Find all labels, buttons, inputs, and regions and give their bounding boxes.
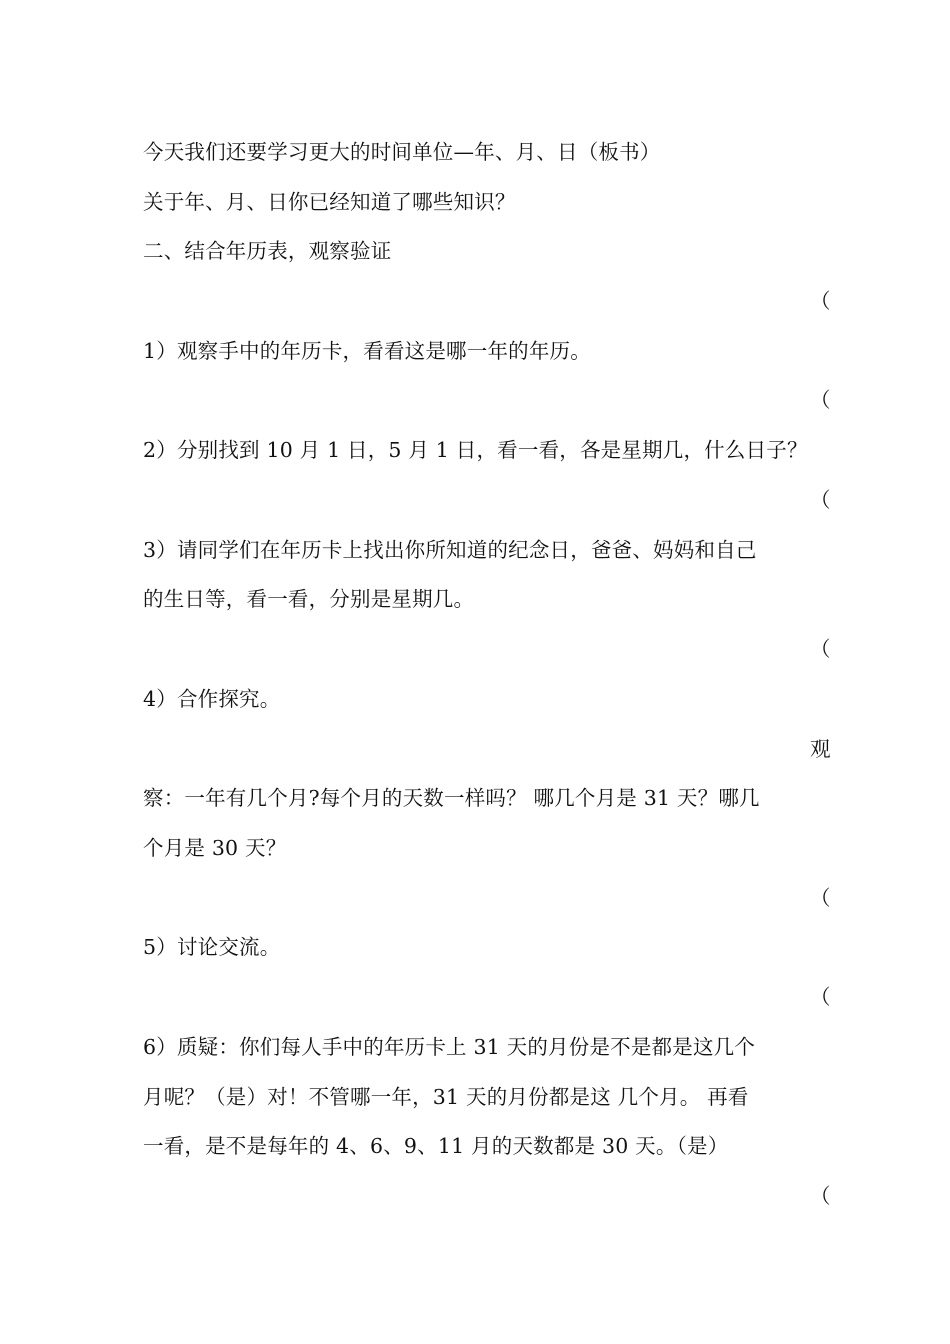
text-line: 一看，是不是每年的 4、6、9、11 月的天数都是 30 天。（是） bbox=[143, 1134, 729, 1158]
text-line: 月呢？（是）对！不管哪一年，31 天的月份都是这 几个月。 再看 bbox=[143, 1085, 749, 1109]
margin-mark: （ bbox=[810, 1184, 831, 1208]
text-line: 1）观察手中的年历卡，看看这是哪一年的年历。 bbox=[143, 339, 591, 363]
text-line: 4）合作探究。 bbox=[143, 687, 281, 711]
margin-mark: （ bbox=[810, 886, 831, 910]
margin-mark: 观 bbox=[810, 737, 831, 761]
text-line: 的生日等，看一看，分别是星期几。 bbox=[143, 587, 475, 611]
margin-mark: （ bbox=[810, 985, 831, 1009]
section-heading: 二、结合年历表，观察验证 bbox=[143, 239, 392, 263]
text-line: 3）请同学们在年历卡上找出你所知道的纪念日，爸爸、妈妈和自己 bbox=[143, 538, 757, 562]
margin-mark: （ bbox=[810, 488, 831, 512]
text-line: 5）讨论交流。 bbox=[143, 935, 281, 959]
text-line: 今天我们还要学习更大的时间单位—年、月、日（板书） bbox=[143, 140, 661, 164]
text-line: 个月是 30 天？ bbox=[143, 836, 287, 860]
text-line: 6）质疑：你们每人手中的年历卡上 31 天的月份是不是都是这几个 bbox=[143, 1035, 756, 1059]
margin-mark: （ bbox=[810, 388, 831, 412]
margin-mark: （ bbox=[810, 289, 831, 313]
text-line: 关于年、月、日你已经知道了哪些知识？ bbox=[143, 190, 516, 214]
margin-mark: （ bbox=[810, 637, 831, 661]
text-line: 察：一年有几个月?每个月的天数一样吗？ 哪几个月是 31 天？哪几 bbox=[143, 786, 760, 810]
text-line: 2）分别找到 10 月 1 日，5 月 1 日，看一看，各是星期几，什么日子？ bbox=[143, 438, 808, 462]
